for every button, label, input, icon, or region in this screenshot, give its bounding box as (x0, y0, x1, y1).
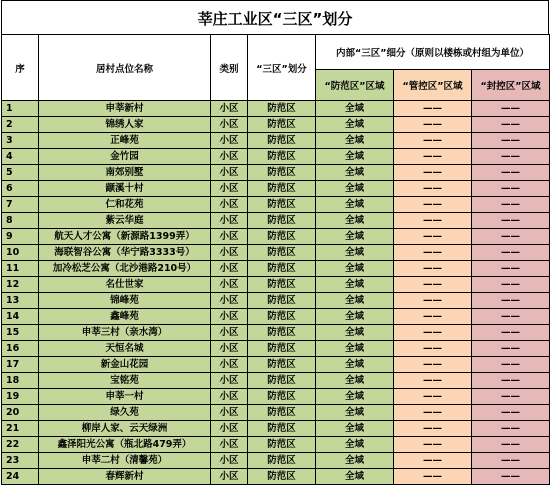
row-index: 10 (2, 245, 39, 261)
row-name: 南郊别墅 (39, 165, 211, 181)
row-name: 申莘一村 (39, 389, 211, 405)
row-zone: 防范区 (248, 245, 316, 261)
row-prevent: 全域 (316, 149, 394, 165)
row-index: 23 (2, 453, 39, 469)
row-control: —— (394, 373, 472, 389)
row-index: 19 (2, 389, 39, 405)
row-prevent: 全域 (316, 117, 394, 133)
row-category: 小区 (211, 421, 248, 437)
row-closed: —— (472, 101, 550, 117)
row-category: 小区 (211, 213, 248, 229)
table-row (2, 229, 550, 245)
row-closed: —— (472, 325, 550, 341)
row-index: 13 (2, 293, 39, 309)
row-zone: 防范区 (248, 437, 316, 453)
row-name: 海联智谷公寓（华宁路3333号） (39, 245, 211, 261)
row-control: —— (394, 229, 472, 245)
row-category: 小区 (211, 437, 248, 453)
table-row (2, 389, 550, 405)
row-closed: —— (472, 117, 550, 133)
row-closed: —— (472, 213, 550, 229)
row-closed: —— (472, 341, 550, 357)
row-zone: 防范区 (248, 325, 316, 341)
row-zone: 防范区 (248, 149, 316, 165)
row-closed: —— (472, 165, 550, 181)
header-row-1 (2, 35, 550, 70)
row-closed: —— (472, 357, 550, 373)
row-control: —— (394, 149, 472, 165)
table-row (2, 309, 550, 325)
row-zone: 防范区 (248, 293, 316, 309)
row-closed: —— (472, 389, 550, 405)
row-category: 小区 (211, 277, 248, 293)
row-zone: 防范区 (248, 277, 316, 293)
row-control: —— (394, 117, 472, 133)
row-category: 小区 (211, 357, 248, 373)
row-prevent: 全域 (316, 357, 394, 373)
row-zone: 防范区 (248, 373, 316, 389)
row-control: —— (394, 277, 472, 293)
row-name: 申莘三村（亲水湾） (39, 325, 211, 341)
table-row (2, 341, 550, 357)
row-category: 小区 (211, 405, 248, 421)
row-control: —— (394, 437, 472, 453)
row-index: 1 (2, 101, 39, 117)
table-row (2, 197, 550, 213)
row-prevent: 全域 (316, 197, 394, 213)
row-closed: —— (472, 453, 550, 469)
row-control: —— (394, 341, 472, 357)
row-prevent: 全域 (316, 165, 394, 181)
row-index: 6 (2, 181, 39, 197)
row-closed: —— (472, 245, 550, 261)
row-control: —— (394, 405, 472, 421)
row-zone: 防范区 (248, 133, 316, 149)
row-name: 锦峰苑 (39, 293, 211, 309)
row-category: 小区 (211, 165, 248, 181)
row-index: 16 (2, 341, 39, 357)
row-name: 宝铭苑 (39, 373, 211, 389)
row-zone: 防范区 (248, 357, 316, 373)
row-prevent: 全域 (316, 309, 394, 325)
table-row (2, 181, 550, 197)
row-name: 加冷松芝公寓（北沙港路210号） (39, 261, 211, 277)
row-zone: 防范区 (248, 421, 316, 437)
row-index: 17 (2, 357, 39, 373)
row-category: 小区 (211, 341, 248, 357)
sheet-title: 莘庄工业区“三区”划分 (1, 0, 549, 34)
row-category: 小区 (211, 197, 248, 213)
row-name: 正峰苑 (39, 133, 211, 149)
row-zone: 防范区 (248, 405, 316, 421)
table-row (2, 101, 550, 117)
row-zone: 防范区 (248, 309, 316, 325)
row-closed: —— (472, 261, 550, 277)
row-name: 金竹园 (39, 149, 211, 165)
row-category: 小区 (211, 149, 248, 165)
row-control: —— (394, 325, 472, 341)
row-name: 航天人才公寓（新源路1399弄） (39, 229, 211, 245)
row-index: 15 (2, 325, 39, 341)
row-control: —— (394, 261, 472, 277)
row-closed: —— (472, 229, 550, 245)
row-category: 小区 (211, 101, 248, 117)
table-row (2, 373, 550, 389)
zoning-table (1, 34, 550, 485)
row-index: 24 (2, 469, 39, 485)
row-index: 9 (2, 229, 39, 245)
row-category: 小区 (211, 325, 248, 341)
header-category: 类别 (211, 35, 248, 101)
row-closed: —— (472, 437, 550, 453)
row-prevent: 全域 (316, 229, 394, 245)
row-prevent: 全域 (316, 469, 394, 485)
row-control: —— (394, 101, 472, 117)
row-index: 3 (2, 133, 39, 149)
header-index: 序 (2, 35, 39, 101)
table-row (2, 325, 550, 341)
row-control: —— (394, 309, 472, 325)
row-name: 新金山花园 (39, 357, 211, 373)
row-index: 2 (2, 117, 39, 133)
zoning-sheet (1, 0, 549, 485)
table-row (2, 405, 550, 421)
table-row (2, 133, 550, 149)
row-index: 21 (2, 421, 39, 437)
row-prevent: 全域 (316, 261, 394, 277)
row-control: —— (394, 469, 472, 485)
row-control: —— (394, 181, 472, 197)
table-row (2, 165, 550, 181)
row-name: 柳岸人家、云天绿洲 (39, 421, 211, 437)
table-body (2, 101, 550, 485)
row-category: 小区 (211, 309, 248, 325)
row-zone: 防范区 (248, 229, 316, 245)
table-row (2, 213, 550, 229)
row-name: 绿久苑 (39, 405, 211, 421)
row-index: 22 (2, 437, 39, 453)
row-name: 颛溪十村 (39, 181, 211, 197)
row-name: 紫云华庭 (39, 213, 211, 229)
table-row (2, 469, 550, 485)
header-detail-group: 内部“三区”细分（原则以楼栋或村组为单位） (316, 35, 550, 70)
row-prevent: 全域 (316, 325, 394, 341)
row-name: 申莘新村 (39, 101, 211, 117)
header-closed: “封控区”区域 (472, 70, 550, 101)
row-zone: 防范区 (248, 117, 316, 133)
row-control: —— (394, 357, 472, 373)
row-zone: 防范区 (248, 469, 316, 485)
table-row (2, 453, 550, 469)
row-prevent: 全域 (316, 181, 394, 197)
table-row (2, 437, 550, 453)
table-row (2, 357, 550, 373)
row-zone: 防范区 (248, 261, 316, 277)
row-category: 小区 (211, 293, 248, 309)
row-zone: 防范区 (248, 101, 316, 117)
row-prevent: 全域 (316, 213, 394, 229)
row-zone: 防范区 (248, 181, 316, 197)
header-zone: “三区”划分 (248, 35, 316, 101)
row-control: —— (394, 453, 472, 469)
row-category: 小区 (211, 389, 248, 405)
row-control: —— (394, 245, 472, 261)
row-category: 小区 (211, 133, 248, 149)
row-prevent: 全域 (316, 453, 394, 469)
table-row (2, 261, 550, 277)
row-category: 小区 (211, 245, 248, 261)
row-category: 小区 (211, 469, 248, 485)
row-name: 春辉新村 (39, 469, 211, 485)
header-name: 居村点位名称 (39, 35, 211, 101)
row-prevent: 全域 (316, 101, 394, 117)
row-closed: —— (472, 405, 550, 421)
row-index: 8 (2, 213, 39, 229)
row-closed: —— (472, 181, 550, 197)
row-index: 14 (2, 309, 39, 325)
row-zone: 防范区 (248, 389, 316, 405)
row-zone: 防范区 (248, 453, 316, 469)
table-row (2, 421, 550, 437)
table-row (2, 117, 550, 133)
row-prevent: 全域 (316, 133, 394, 149)
row-prevent: 全域 (316, 389, 394, 405)
row-index: 7 (2, 197, 39, 213)
row-prevent: 全域 (316, 245, 394, 261)
row-index: 5 (2, 165, 39, 181)
row-category: 小区 (211, 229, 248, 245)
row-zone: 防范区 (248, 197, 316, 213)
header-prevent: “防范区”区域 (316, 70, 394, 101)
row-category: 小区 (211, 181, 248, 197)
row-name: 锦绣人家 (39, 117, 211, 133)
row-control: —— (394, 389, 472, 405)
row-index: 4 (2, 149, 39, 165)
row-prevent: 全域 (316, 277, 394, 293)
row-name: 鑫泽阳光公寓（瓶北路479弄） (39, 437, 211, 453)
row-zone: 防范区 (248, 165, 316, 181)
row-control: —— (394, 133, 472, 149)
row-zone: 防范区 (248, 341, 316, 357)
row-closed: —— (472, 469, 550, 485)
row-control: —— (394, 197, 472, 213)
row-closed: —— (472, 421, 550, 437)
row-index: 18 (2, 373, 39, 389)
row-control: —— (394, 421, 472, 437)
row-closed: —— (472, 309, 550, 325)
table-row (2, 149, 550, 165)
row-zone: 防范区 (248, 213, 316, 229)
row-name: 名仕世家 (39, 277, 211, 293)
row-control: —— (394, 165, 472, 181)
row-index: 12 (2, 277, 39, 293)
row-closed: —— (472, 197, 550, 213)
row-prevent: 全域 (316, 341, 394, 357)
row-name: 鑫峰苑 (39, 309, 211, 325)
row-category: 小区 (211, 453, 248, 469)
row-closed: —— (472, 373, 550, 389)
row-name: 仁和花苑 (39, 197, 211, 213)
row-index: 11 (2, 261, 39, 277)
row-prevent: 全域 (316, 437, 394, 453)
row-prevent: 全域 (316, 405, 394, 421)
row-closed: —— (472, 293, 550, 309)
row-prevent: 全域 (316, 293, 394, 309)
row-control: —— (394, 293, 472, 309)
row-closed: —— (472, 277, 550, 293)
row-prevent: 全域 (316, 421, 394, 437)
row-index: 20 (2, 405, 39, 421)
row-category: 小区 (211, 373, 248, 389)
header-control: “管控区”区域 (394, 70, 472, 101)
row-category: 小区 (211, 261, 248, 277)
row-closed: —— (472, 133, 550, 149)
row-prevent: 全域 (316, 373, 394, 389)
row-name: 申莘二村（清馨苑） (39, 453, 211, 469)
row-control: —— (394, 213, 472, 229)
table-row (2, 293, 550, 309)
table-row (2, 277, 550, 293)
row-name: 天恒名城 (39, 341, 211, 357)
table-row (2, 245, 550, 261)
row-closed: —— (472, 149, 550, 165)
row-category: 小区 (211, 117, 248, 133)
